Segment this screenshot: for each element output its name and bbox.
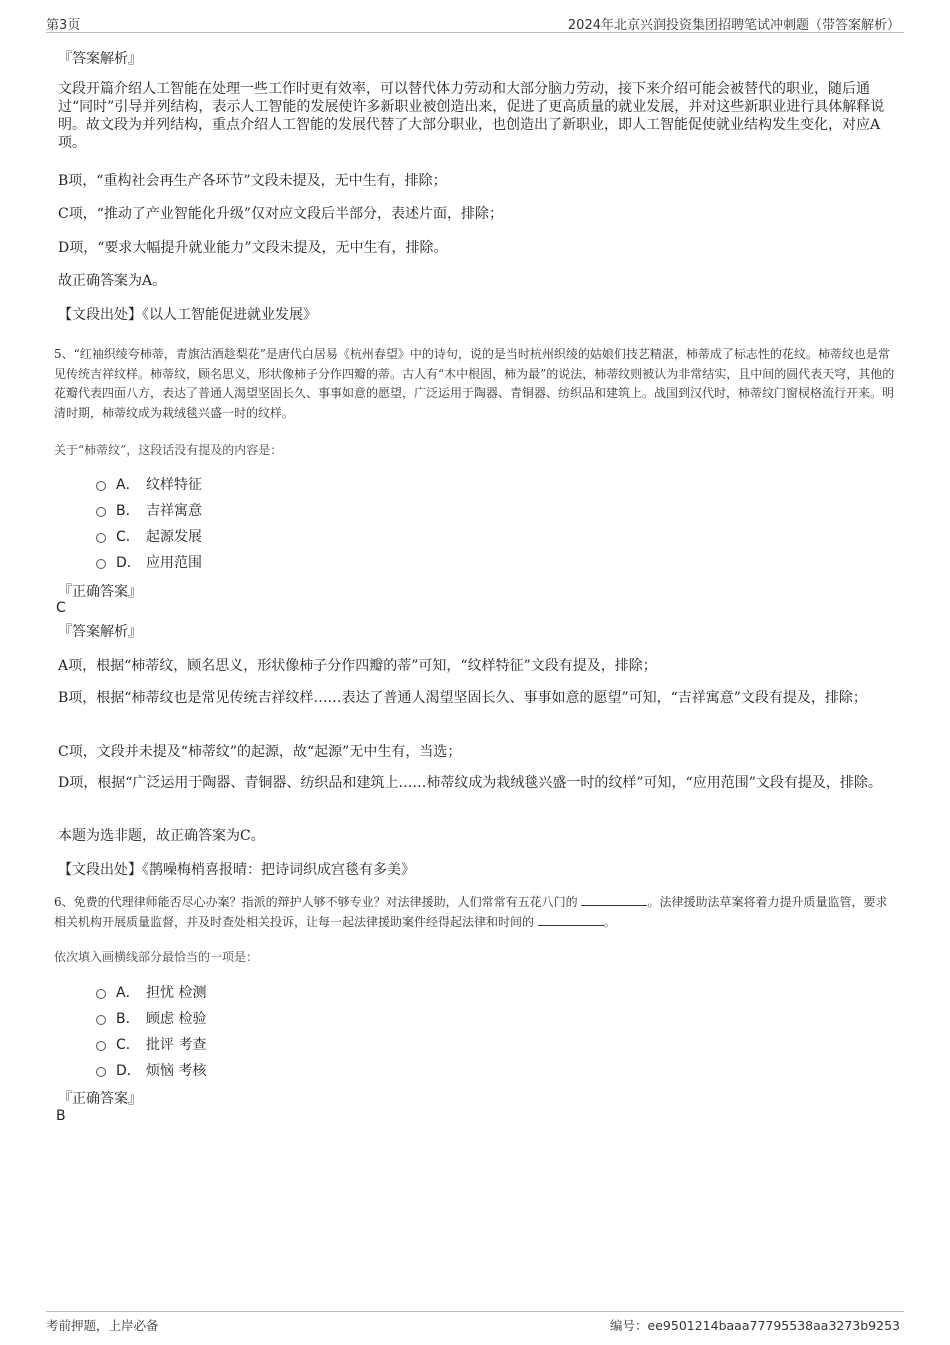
- page-number: 第3页: [46, 18, 81, 33]
- analysis-option-b: B项，“重构社会再生产各环节”文段未提及，无中生有，排除；: [58, 173, 447, 189]
- analysis-option-d: D项，“要求大幅提升就业能力”文段未提及，无中生有，排除。: [58, 240, 448, 256]
- radio-icon[interactable]: [96, 1041, 106, 1051]
- analysis-heading: 『答案解析』: [58, 624, 142, 640]
- question-6-option-c[interactable]: C． 批评 考查: [96, 1034, 206, 1054]
- correct-answer-heading: 『正确答案』: [58, 1091, 142, 1107]
- page-footer: [46, 1311, 904, 1336]
- radio-icon[interactable]: [96, 533, 106, 543]
- fill-blank-1: [581, 895, 647, 906]
- passage-source: 【文段出处】《鹊噪梅梢喜报晴：把诗词织成宫毯有多美》: [58, 862, 415, 878]
- analysis-option-d: D项，根据“广泛运用于陶器、青铜器、纺织品和建筑上……柿蒂纹成为栽绒毯兴盛一时的纹样”可知，“应用范围”文段有提及，排除。: [58, 775, 882, 791]
- page-header: [46, 12, 904, 33]
- question-6-stem: 6、免费的代理律师能否尽心办案？指派的辩护人够不够专业？对法律援助，人们常常有五花八门的 。法律援助法草案将着力提升质量监管，要求相关机构开展质量监督，并及时查处相关投诉，让每一起法律援助案件经得起法律和时间的 。: [54, 895, 888, 929]
- question-5-ask: 关于“柿蒂纹”，这段话没有提及的内容是：: [54, 443, 283, 457]
- question-5-stem: 5、“红袖织绫夸柿蒂，青旗沽酒趁梨花”是唐代白居易《杭州春望》中的诗句，说的是当时杭州织绫的姑娘们技艺精湛，柿蒂成了标志性的花纹。柿蒂纹也是常见传统吉祥纹样。柿蒂纹，顾名思义，形状像柿子分作四瓣的蒂。古人有“木中根固，柿为最”的说法，柿蒂纹则被认为非常结实，且中间的圆代表天穹，其他的花瓣代表四面八方，表达了普通人渴望坚固长久、事事如意的愿望，广泛运用于陶器、青铜器、纺织品和建筑上。战国到汉代时，柿蒂纹门窗棂格流行开来。明清时期，柿蒂纹成为栽绒毯兴盛一时的纹样。: [54, 347, 895, 420]
- question-6-option-d[interactable]: D． 烦恼 考核: [96, 1060, 206, 1080]
- analysis-paragraph: 文段开篇介绍人工智能在处理一些工作时更有效率，可以替代体力劳动和大部分脑力劳动，接下来介绍可能会被替代的职业，随后通过“同时”引导并列结构，表示人工智能的发展使许多新职业被创造出来，促进了更高质量的就业发展，并对这些新职业进行具体解释说明。故文段为并列结构，重点介绍人工智能的发展代替了大部分职业，也创造出了新职业，即人工智能促使就业结构发生变化，对应A项。: [58, 81, 885, 151]
- analysis-option-a: A项，根据“柿蒂纹，顾名思义，形状像柿子分作四瓣的蒂”可知，“纹样特征”文段有提及，排除；: [58, 658, 657, 674]
- footer-slogan: 考前押题，上岸必备: [46, 1318, 159, 1333]
- radio-icon[interactable]: [96, 1067, 106, 1077]
- question-6-option-b[interactable]: B． 顾虑 检验: [96, 1008, 206, 1028]
- question-5-option-c[interactable]: C． 起源发展: [96, 526, 202, 546]
- radio-icon[interactable]: [96, 507, 106, 517]
- document-serial: 编号：ee9501214baaa77795538aa3273b9253: [610, 1318, 900, 1333]
- question-5-option-b[interactable]: B． 吉祥寓意: [96, 500, 202, 520]
- question-6-ask: 依次填入画横线部分最恰当的一项是：: [54, 950, 259, 964]
- question-5-option-d[interactable]: D． 应用范围: [96, 552, 202, 572]
- analysis-option-b: B项，根据“柿蒂纹也是常见传统吉祥纹样……表达了普通人渴望坚固长久、事事如意的愿望”可知，“吉祥寓意”文段有提及，排除；: [58, 690, 867, 706]
- analysis-heading: 『答案解析』: [58, 51, 142, 67]
- correct-answer-heading: 『正确答案』: [58, 584, 142, 600]
- radio-icon[interactable]: [96, 1015, 106, 1025]
- question-6-option-a[interactable]: A． 担忧 检测: [96, 982, 206, 1002]
- radio-icon[interactable]: [96, 559, 106, 569]
- radio-icon[interactable]: [96, 989, 106, 999]
- document-title: 2024年北京兴润投资集团招聘笔试冲刺题（带答案解析）: [567, 18, 900, 33]
- analysis-option-c: C项，文段并未提及“柿蒂纹”的起源，故“起源”无中生有，当选；: [58, 744, 462, 760]
- radio-icon[interactable]: [96, 481, 106, 491]
- question-5-option-a[interactable]: A． 纹样特征: [96, 474, 202, 494]
- analysis-option-c: C项，“推动了产业智能化升级”仅对应文段后半部分，表述片面，排除；: [58, 206, 504, 222]
- analysis-conclusion: 本题为选非题，故正确答案为C。: [58, 828, 265, 844]
- passage-source: 【文段出处】《以人工智能促进就业发展》: [58, 307, 317, 323]
- analysis-conclusion: 故正确答案为A。: [58, 273, 167, 289]
- correct-answer: B: [56, 1108, 66, 1124]
- fill-blank-2: [538, 915, 604, 926]
- correct-answer: C: [56, 600, 66, 616]
